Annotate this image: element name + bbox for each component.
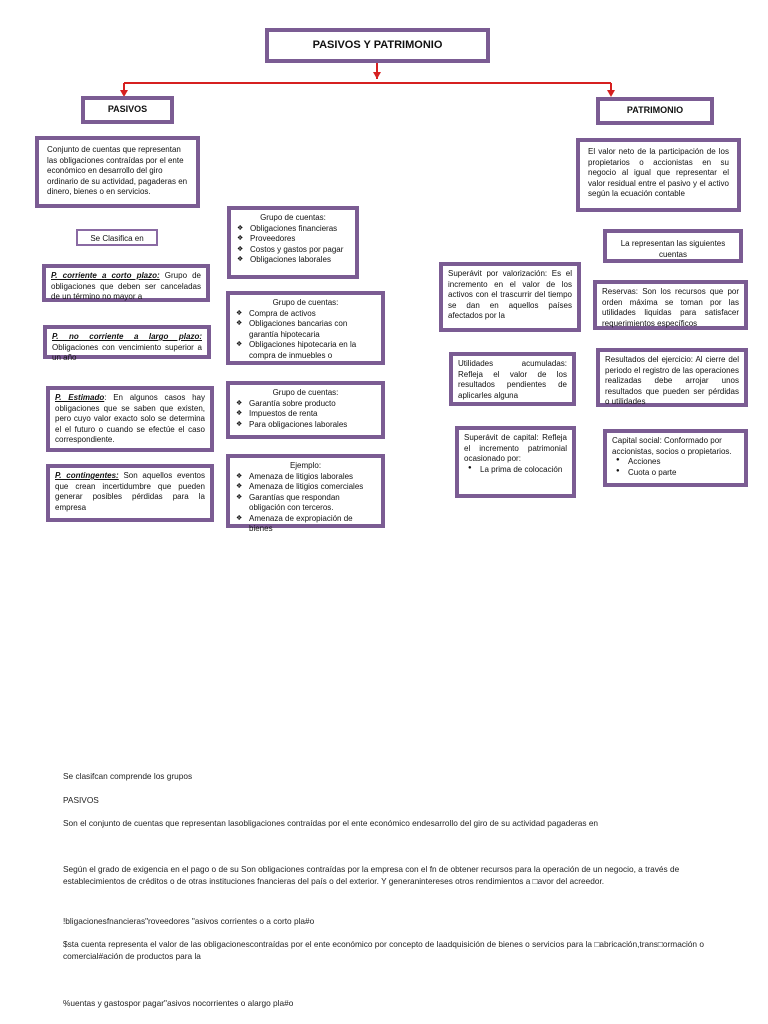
grupo-item: ❖ Obligaciones financieras xyxy=(236,224,350,235)
grupo-heading: Grupo de cuentas: xyxy=(272,388,339,397)
grupo-heading: Grupo de cuentas: xyxy=(272,298,339,307)
diagram-title xyxy=(265,28,490,63)
grupo-cuentas-no-corriente xyxy=(226,291,385,365)
document-line: $sta cuenta representa el valor de las obligacionescontraídas por el ente económico por concepto de laadquisición de bienes o servicios para la □abricación,trans□ormación o comercial#ación de productos para la xyxy=(63,939,704,962)
title-arrowhead xyxy=(373,72,381,79)
document-line: Según el grado de exigencia en el pago o de su Son obligaciones contraídas por la empresa con el fn de obtener recursos para la operación de un negocio, a través de establecimientos de créditos o de otras instituciones fnancieras del país o del exterior. Y generanintereses otros rendimientos a □avor del acreedor. xyxy=(63,864,680,887)
pasivo-corriente-box xyxy=(42,264,210,302)
grupo-item: ❖ Garantía sobre producto xyxy=(235,399,376,410)
pasivo-contingente-term: P. contingentes: xyxy=(55,471,119,480)
grupo-item: ❖ Proveedores xyxy=(236,234,350,245)
patrimonio-node xyxy=(596,97,714,125)
utilidades-acumuladas-box xyxy=(449,352,576,406)
grupo-heading: Grupo de cuentas: xyxy=(260,213,326,222)
pasivo-estimado-box xyxy=(46,386,214,452)
pasivo-corriente-term: P. corriente a corto plazo: xyxy=(51,271,160,280)
pasivos-node xyxy=(81,96,174,124)
capital-social-box xyxy=(603,429,748,487)
superavit-valorizacion-text: Superávit por valorización: Es el incremento en el valor de los activos con el trascurrir del tiempo se dan en aquellos países afectados por la xyxy=(448,269,572,321)
superavit-capital-text: Superávit de capital: Refleja el incremento patrimonial ocasionado por: xyxy=(464,433,567,464)
pasivo-contingente-box xyxy=(46,464,214,522)
patrimonio-definition-text: El valor neto de la participación de los propietarios o accionistas en su negocio al igual que representar el valor residual entre el pasivo y el activo según la ecuación contable xyxy=(588,147,729,199)
document-line: !bligacionesfnancieras"roveedores "asivos corrientes o a corto pla#o xyxy=(63,916,315,926)
ejemplo-item: ❖ Amenaza de expropiación de bienes xyxy=(235,514,376,535)
grupo-item: ❖ Obligaciones laborales xyxy=(236,255,350,266)
grupo-item: ❖ Compra de activos xyxy=(235,309,376,320)
patrimonio-definition xyxy=(576,138,741,212)
patrimonio-arrowhead xyxy=(607,90,615,97)
superavit-capital-box xyxy=(455,426,576,498)
superavit-capital-item: ● La prima de colocación xyxy=(464,465,567,476)
document-line: PASIVOS xyxy=(63,795,99,805)
reservas-box xyxy=(593,280,748,330)
capital-social-item: ● Acciones xyxy=(612,457,739,468)
grupo-item: ❖ Obligaciones bancarias con garantía hipotecaria xyxy=(235,319,376,340)
pasivo-no-corriente-text: Obligaciones con vencimiento superior a un año xyxy=(52,342,202,363)
reservas-text: Reservas: Son los recursos que por orden máxima se toman por las utilidades liquidas para satisfacer requerimientos específicos xyxy=(602,287,739,328)
clasifica-node xyxy=(76,229,158,246)
document-line: Son el conjunto de cuentas que representan lasobligaciones contraídas por el ente económico endesarrollo del giro de su actividad pagaderas en xyxy=(63,818,599,828)
pasivos-label: PASIVOS xyxy=(107,104,148,115)
title-text: PASIVOS Y PATRIMONIO xyxy=(312,39,443,52)
pasivo-estimado-text: : En algunos casos hay obligaciones que se saben que existen, pero cuyo valor exacto solo se determina el el futuro o cuando se efectúe el caso correspondiente. xyxy=(55,393,205,445)
representan-text: La representan las siguientes cuentas xyxy=(620,239,726,259)
pasivo-estimado-term: P. Estimado xyxy=(55,393,105,402)
grupo-cuentas-estimado xyxy=(226,381,385,439)
ejemplo-contingentes xyxy=(226,454,385,534)
grupo-item: ❖ Obligaciones hipotecaria en la compra de inmuebles o xyxy=(235,340,376,361)
patrimonio-label: PATRIMONIO xyxy=(626,105,684,116)
grupo-item: ❖ Para obligaciones laborales xyxy=(235,420,376,431)
pasivo-corriente-text: Grupo de obligaciones que deben ser canceladas de un término no mayor a xyxy=(51,271,201,302)
pasivo-contingente-text: Son aquellos eventos que crean incertidumbre que pueden generar posibles pérdidas para la empresa xyxy=(55,471,205,512)
grupo-item: ❖ Costos y gastos por pagar xyxy=(236,245,350,256)
pasivo-no-corriente-term: P. no corriente a largo plazo: xyxy=(52,332,202,341)
capital-social-item: ● Cuota o parte xyxy=(612,468,739,479)
pasivo-no-corriente-box xyxy=(43,325,211,363)
capital-social-text: Capital social: Conformado por accionistas, socios o propietarios. xyxy=(612,436,732,456)
superavit-valorizacion-box xyxy=(439,262,581,332)
resultados-ejercicio-box xyxy=(596,348,748,407)
document-line: Se clasifcan comprende los grupos xyxy=(63,771,193,781)
resultados-ejercicio-text: Resultados del ejercicio: Al cierre del periodo el registro de las operaciones realizadas debe arrojar unos resultados que pueden ser pérdidas o utilidades xyxy=(605,355,739,407)
ejemplo-heading: Ejemplo: xyxy=(289,461,322,470)
ejemplo-item: ❖ Garantías que respondan obligación con terceros. xyxy=(235,493,376,514)
clasifica-text: Se Clasifica en xyxy=(90,234,144,243)
pasivos-definition-text: Conjunto de cuentas que representan las obligaciones contraídas por el ente económico en desarrollo del giro ordinario de su actividad, pagaderas en dinero, bienes o en servicios. xyxy=(47,145,188,197)
ejemplo-item: ❖ Amenaza de litigios laborales xyxy=(235,472,376,483)
ejemplo-item: ❖ Amenaza de litigios comerciales xyxy=(235,482,376,493)
representan-node xyxy=(603,229,743,263)
grupo-cuentas-corriente xyxy=(227,206,359,279)
grupo-item: ❖ Impuestos de renta xyxy=(235,409,376,420)
utilidades-acumuladas-text: Utilidades acumuladas: Refleja el valor de los resultados pendientes de aplicarles alguna xyxy=(458,359,567,400)
pasivos-definition xyxy=(35,136,200,208)
document-line: %uentas y gastospor pagar"asivos nocorrientes o alargo pla#o xyxy=(63,998,294,1008)
